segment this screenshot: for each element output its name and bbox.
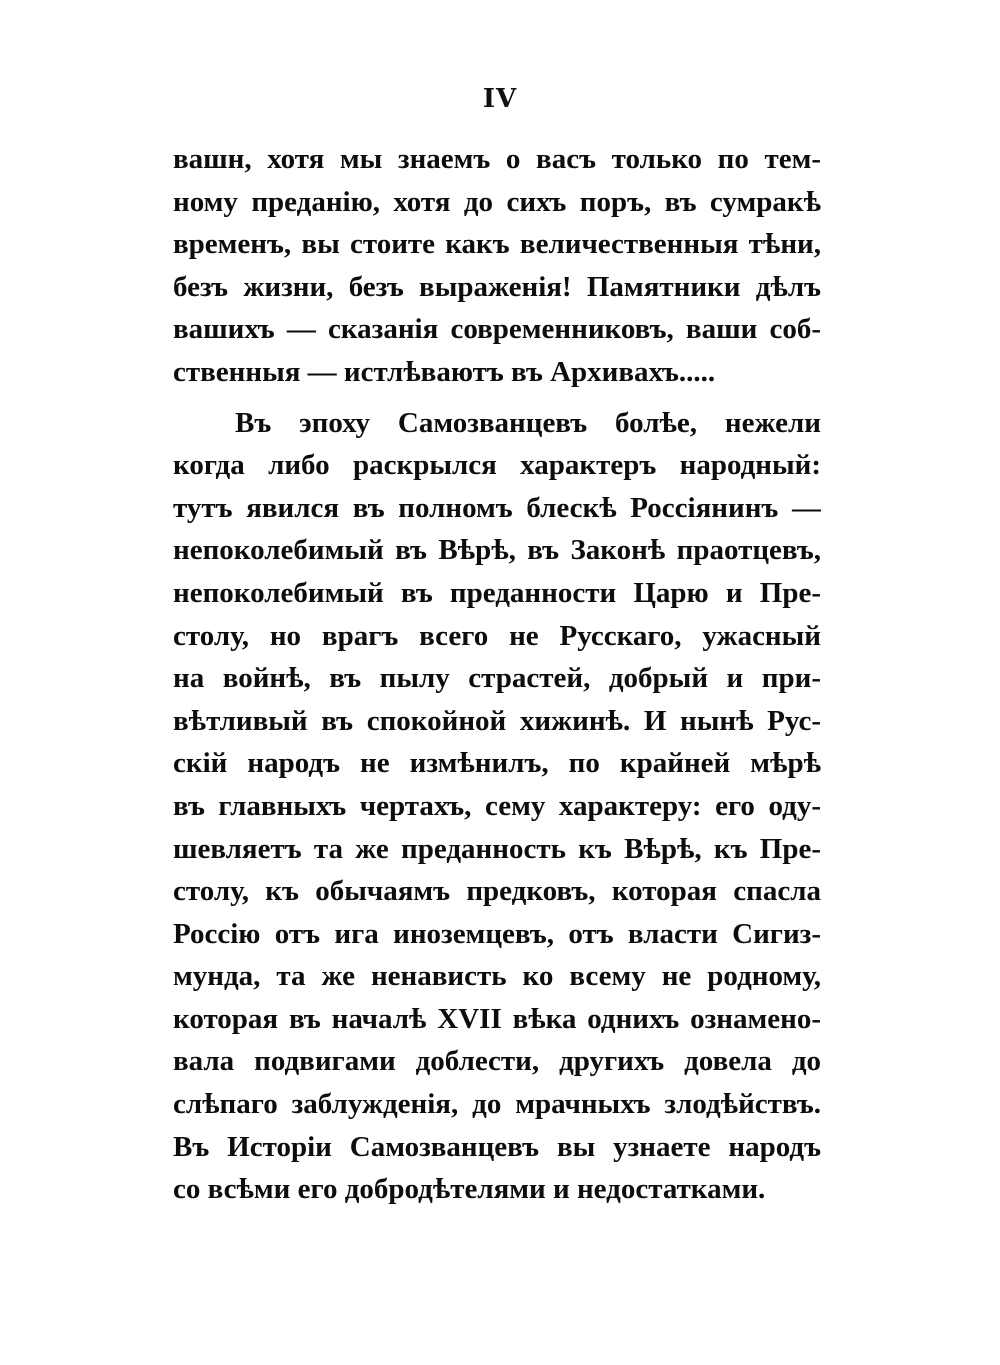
text-line: когда либо раскрылся характеръ народный: — [173, 449, 821, 482]
text-line: вѣтливый въ спокойной хижинѣ. И нынѣ Рус- — [173, 704, 821, 737]
text-line: ственныя — истлѣваютъ въ Архивахъ..... — [173, 355, 716, 388]
text-line: шевляетъ та же преданность къ Вѣрѣ, къ Пре- — [173, 832, 821, 865]
text-line: безъ жизни, безъ выраженія! Памятники дѣлъ — [173, 270, 821, 303]
text-line: со всѣми его добродѣтелями и недостатками. — [173, 1173, 766, 1206]
text-line: непоколебимый въ преданности Царю и Пре- — [173, 576, 821, 609]
text-line: ному преданію, хотя до сихъ поръ, въ сумракѣ — [173, 185, 821, 218]
text-line: вашн, хотя мы знаемъ о васъ только по тем- — [173, 143, 821, 175]
text-line: временъ, вы стоите какъ величественныя тѣни, — [173, 228, 821, 261]
page-number: IV — [482, 84, 518, 114]
paragraph-2 — [173, 402, 821, 1211]
text-line: въ главныхъ чертахъ, сему характеру: его оду- — [173, 789, 821, 822]
text-line: непоколебимый въ Вѣрѣ, въ Законѣ праотцевъ, — [173, 534, 821, 567]
paragraph-gap — [173, 394, 821, 402]
text-line: Въ эпоху Самозванцевъ болѣе, нежели — [235, 406, 821, 439]
text-line: которая въ началѣ XVII вѣка однихъ ознамено- — [173, 1002, 821, 1035]
text-line: слѣпаго заблужденія, до мрачныхъ злодѣйствъ. — [173, 1088, 821, 1121]
text-line: столу, къ обычаямъ предковъ, которая спасла — [173, 875, 821, 908]
text-line: тутъ явился въ полномъ блескѣ Россіянинъ — — [173, 491, 821, 524]
text-line: Въ Исторіи Самозванцевъ вы узнаете народъ — [173, 1130, 821, 1163]
text-line: скій народъ не измѣнилъ, по крайней мѣрѣ — [173, 747, 821, 780]
text-line: мунда, та же ненависть ко всему не родному, — [173, 960, 821, 993]
paragraph-1 — [173, 138, 821, 394]
text-line: столу, но врагъ всего не Русскаго, ужасный — [173, 619, 821, 652]
text-line: вашихъ — сказанія современниковъ, ваши соб- — [173, 313, 821, 346]
body-text — [173, 138, 821, 1211]
text-line: на войнѣ, въ пылу страстей, добрый и при- — [173, 662, 821, 695]
text-line: вала подвигами доблести, другихъ довела до — [173, 1045, 821, 1078]
text-line: Россію отъ ига иноземцевъ, отъ власти Сигиз- — [173, 917, 821, 950]
